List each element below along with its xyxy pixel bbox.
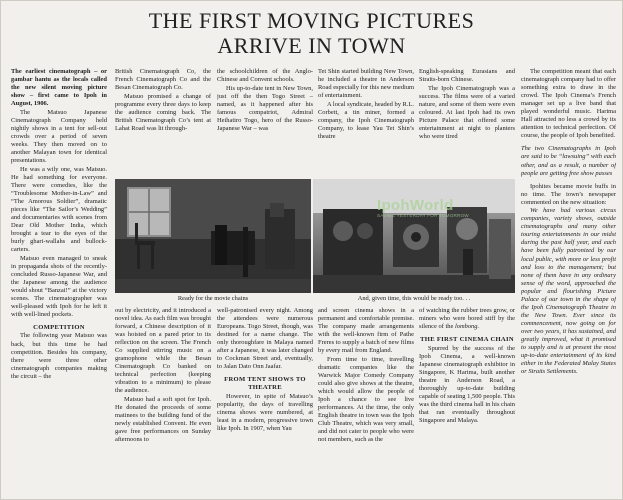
article-paragraph: Tet Shin started building New Town, he included a theatre in Anderson Road especially for this new medium of entertainment. xyxy=(318,68,414,100)
article-paragraph: The following year Matsuo was back, but this time he had competition. Besides his company, there were three other cinematograph companies making the circuit – the xyxy=(11,332,107,380)
article-paragraph: Ipohites became movie buffs in no time. The town’s newspaper commented on the new situation: xyxy=(521,182,616,206)
watermark-logo: IpohWorld xyxy=(377,197,454,214)
subhead-competition: COMPETITION xyxy=(33,323,85,331)
pull-quote: The two Cinematographs in Ipoh are said to be “lawsuing” with each other, and as a result, a number of people are getting free show passes xyxy=(521,145,616,177)
caption-left: Ready for the movie chains xyxy=(177,295,249,302)
article-column-1 xyxy=(11,68,107,496)
article-paragraph: well-patronised every night. Among the attendees were numerous Europeans. Togo Street, though, was destined for a name change. The only thoroughfare in Malaya named after a Japanese, it was later changed to Cockman Street and, eventually, to Jalan Dato Onn Jaafar. xyxy=(217,307,313,371)
article-paragraph: However, in spite of Matsuo’s popularity, the days of travelling cinema shows were numbered, at least in a modern, progressive town like Ipoh. In 1907, when Yau xyxy=(217,392,313,433)
subhead-first-cinema-chain: THE FIRST CINEMA CHAIN xyxy=(420,336,514,344)
article-column-5-top xyxy=(419,68,515,176)
article-lead: The earliest cinematograph – or gambar hantu as the locals called the new silent moving picture show – first came to Ipoh in August, 1906. xyxy=(11,68,107,108)
article-paragraph: Matsuo had a soft spot for Ipoh. He donated the proceeds of some matinees to the building fund of the newly established Convent. He even gave free performances on Sunday afternoons to xyxy=(115,396,211,444)
article-column-3-top xyxy=(217,68,313,176)
article-text-italic: lombong. xyxy=(454,323,480,331)
article-paragraph: The Ipoh Cinematograph was a success. The films were of a varied nature, and some of them were even coloured. At last Ipoh had its own Picture Palace that offered some entertainment at night to planters who were tired xyxy=(419,84,515,140)
article-paragraph: The Matsuo Japanese Cinematograph Company held nightly shows in a tent for sell-out crowds over a period of seven weeks. They then moved on to another Malayan town for identical presentations. xyxy=(11,108,107,165)
article-paragraph: He was a wily one, was Matsuo. He had something for everyone. There were comedies, like the “Troublesome Mother-in-Law” and “The Amorous Soldier”, dramatic pieces like “The Sailor’s Wedding” and documentaries with scenes from Dear Old Mother India, which brought a tear to the eyes of the burly ghari-wallahs and bullock-carters. xyxy=(11,165,107,254)
article-column-4-bottom xyxy=(318,307,414,497)
article-paragraph: British Cinematograph Co, the French Cinematograph Co and the Besan Cinematograph Co. xyxy=(115,68,211,92)
article-paragraph: Matsuo even managed to sneak in propaganda shots of the recently-concluded Russo-Japanese War, and the Japanese among the audience would shout “Banzai!” at the victory scenes. The cinematographer was well-pleased with Ipoh for he left it with well-lined pockets. xyxy=(11,254,107,318)
article-paragraph: The competition meant that each cinematograph company had to offer something extra to draw in the crowd. The Ipoh Cinema’s French manager set up a live band that played wonderful music. Harima Hall attracted no less a crowd by its attention to technical perfection. Of course, the people of Ipoh benefited. xyxy=(521,68,616,140)
article-paragraph: His up-to-date tent in New Town, just off the then Togo Street – named, as it happened after his famous compatriot, Admiral Heihatiro Togo, hero of the Russo-Japanese War – was xyxy=(217,84,313,132)
article-paragraph: From time to time, travelling dramatic companies like the Warwick Major Comedy Company could also give shows at the theatre, which would allow the people of Ipoh a chance to see live performances. At the time, the only English theatre in town was the Ipoh Club Theatre, which was very small, and did not cater to people who were not members, such as the xyxy=(318,355,414,444)
article-paragraph: Spurred by the success of the Ipoh Cinema, a well-known Japanese cinematograph exhibitor in Singapore, K Harima, built another theatre in Anderson Road, a thoroughly up-to-date building capable of seating 1,500 people. This was the third cinema hall in his chain that ran eventually throughout Singapore and Malaya. xyxy=(419,344,515,425)
article-column-2-top xyxy=(115,68,211,176)
watermark-tagline: SAVING YESTERDAY FOR TOMORROW xyxy=(377,213,469,218)
article-paragraph: the schoolchildren of the Anglo-Chinese and Convent schools. xyxy=(217,68,313,84)
article-paragraph xyxy=(419,307,515,331)
article-paragraph: Matsuo promised a change of programme every three days to keep the audience coming back. The British Cinematograph Co’s tent at Lahat Road was lit through- xyxy=(115,92,211,132)
article-column-4-top xyxy=(318,68,414,176)
article-paragraph: and screen cinema shows in a permanent and comfortable premise. The company made arrangements with the well-known firm of Pathe Freres to supply a batch of new films by every mail from England. xyxy=(318,307,414,355)
headline-line-2: ARRIVE IN TOWN xyxy=(217,33,406,58)
caption-right: And, given time, this would be ready too. . . xyxy=(357,295,471,302)
article-column-6 xyxy=(521,68,616,496)
photo-cinema-chairs xyxy=(115,179,311,293)
subhead-tent-to-theatre: FROM TENT SHOWS TO THEATRE xyxy=(224,376,306,392)
article-column-3-bottom xyxy=(217,307,313,497)
article-column-2-bottom xyxy=(115,307,211,497)
headline-line-1: THE FIRST MOVING PICTURES xyxy=(148,8,475,33)
newspaper-quote: We have had various circus companies, variety shows, outside cinematographs and many other touring entertainments in our midst during the past half year, and each have been fully patronized by our local public, with more or less profit and loss to the management; but none of them have in any ordinary sense of the word, approached the popular and flourishing Picture Palace of our town in the shape of the Ipoh Cinematograph Theatre in the New Town. Ever since its commencement, now going on for over two years, it has sustained, and greatly improved, what it promised to supply and is at present the most up-to-date entertainment of its kind either in the Federated Malay States or Straits Settlements. xyxy=(521,207,616,376)
article-paragraph: A local syndicate, headed by R.L. Corbett, a tin miner, formed a company, the Ipoh Cinematograph Company, to lease Yau Tet Shin’s theatre xyxy=(318,100,414,140)
article-paragraph: out by electricity, and it introduced a novel idea. As each film was brought forward, a Chinese description of it was hoisted on a pared prior to its reflection on the screen. The French Co supplied stirring music on a gramophone while the Besan Cinematograph Co banked on technical perfection (keeping vibration to a minimum) to please the audience. xyxy=(115,307,211,395)
article-column-5-bottom xyxy=(419,307,515,497)
article-text: of watching the rubber trees grow, or miners who were bored stiff by the silence of the xyxy=(419,307,515,331)
article-paragraph: English-speaking Eurasians and Straits-born Chinese. xyxy=(419,68,515,84)
